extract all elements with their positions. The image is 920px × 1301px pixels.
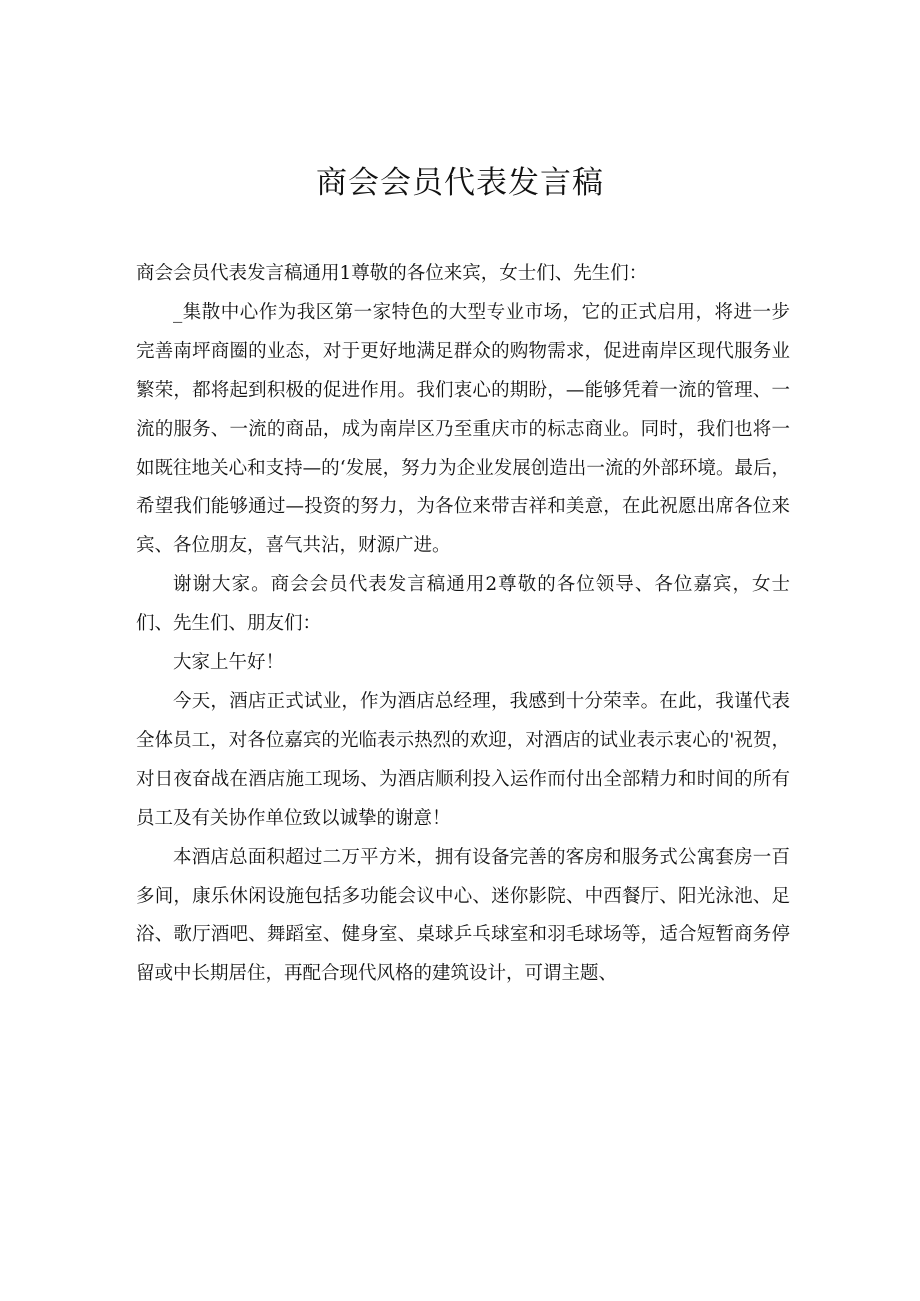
document-body [136,255,790,994]
paragraph-1: 商会会员代表发言稿通用1尊敬的各位来宾，女士们、先生们： [136,263,648,284]
paragraph-5: 今天，酒店正式试业，作为酒店总经理，我感到十分荣幸。在此，我谨代表全体员工，对各位嘉宾的光临表示热烈的欢迎，对酒店的试业表示衷心的'祝贺，对日夜奋战在酒店施工现场、为酒店顺利投入运作而付出全部精力和时间的所有员工及有关协作单位致以诚挚的谢意！ [136,690,790,829]
document-title: 商会会员代表发言稿 [316,165,604,201]
paragraph-3: 谢谢大家。商会会员代表发言稿通用2尊敬的各位领导、各位嘉宾，女士们、先生们、朋友们： [136,574,790,635]
paragraph-4: 大家上午好！ [173,652,285,674]
paragraph-2: _集散中心作为我区第一家特色的大型专业市场，它的正式启用，将进一步完善南坪商圈的业态，对于更好地满足群众的购物需求，促进南岸区现代服务业繁荣，都将起到积极的促进作用。我们衷心的期盼，—能够凭着一流的管理、一流的服务、一流的商品，成为南岸区乃至重庆市的标志商业。同时，我们也将一如既往地关心和支持—的‘发展，努力为企业发展创造出一流的外部环境。最后，希望我们能够通过—投资的努力，为各位来带吉祥和美意，在此祝愿出席各位来宾、各位朋友，喜气共沾，财源广进。 [136,301,790,557]
paragraph-6: 本酒店总面积超过二万平方米，拥有设备完善的客房和服务式公寓套房一百多间，康乐休闲设施包括多功能会议中心、迷你影院、中西餐厅、阳光泳池、足浴、歌厅酒吧、舞蹈室、健身室、桌球乒乓球室和羽毛球场等，适合短暂商务停留或中长期居住，再配合现代风格的建筑设计，可谓主题、 [136,846,790,985]
